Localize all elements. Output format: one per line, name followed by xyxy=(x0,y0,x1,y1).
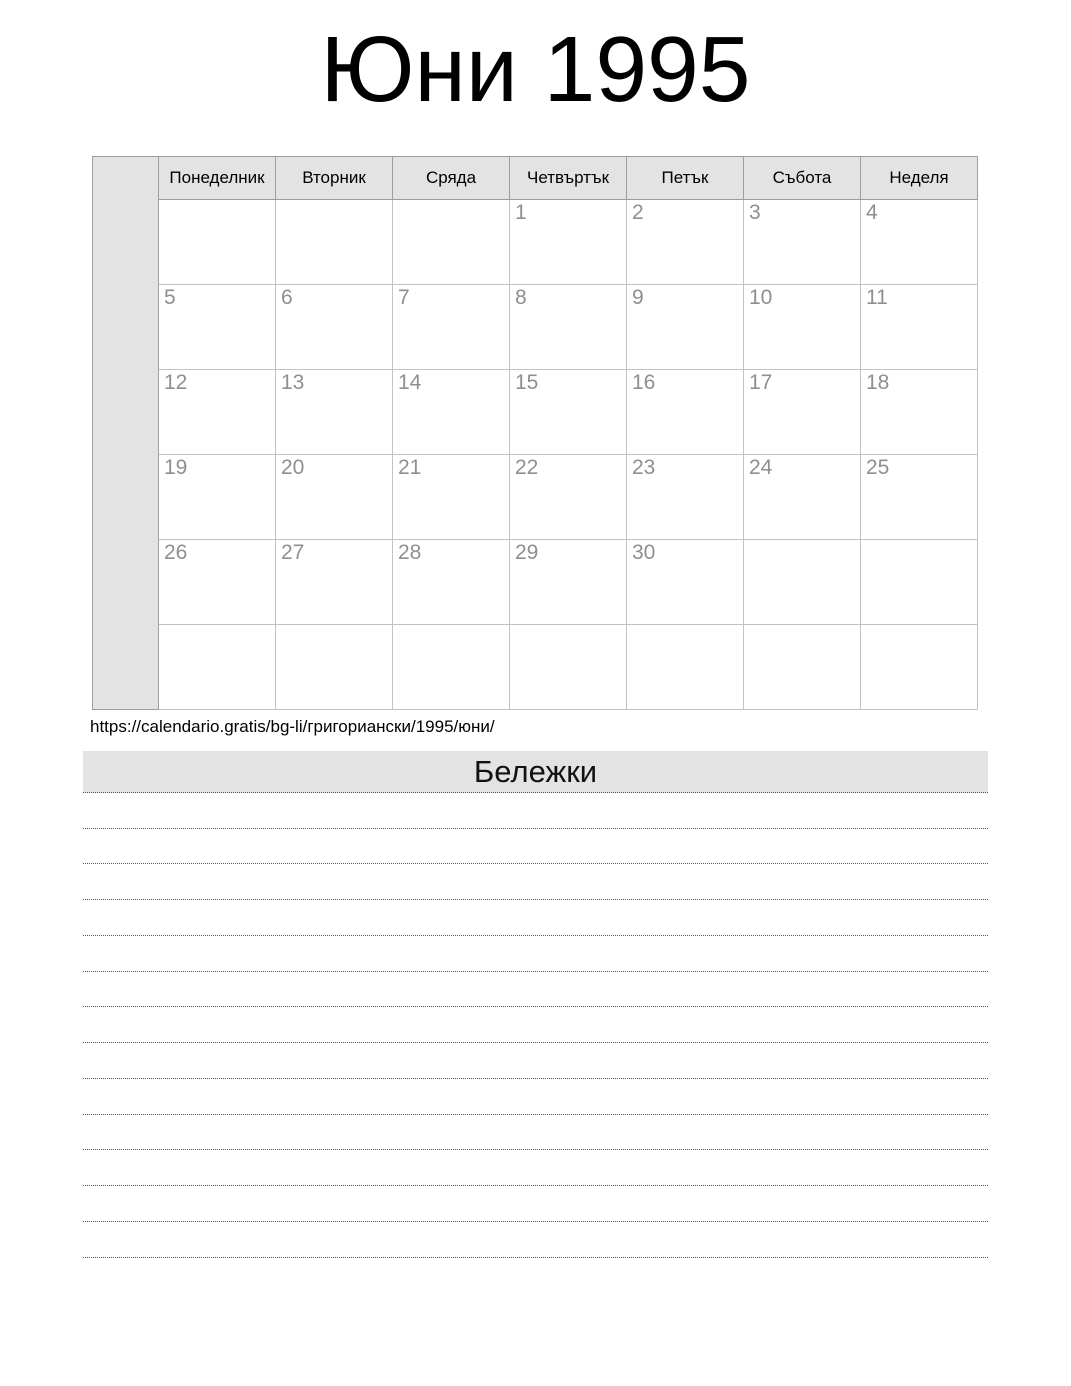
day-header-cell: Петък xyxy=(627,156,744,199)
calendar-empty-cell xyxy=(393,624,510,709)
notes-line xyxy=(83,900,988,936)
calendar-day-cell-29: 29 xyxy=(510,539,627,624)
calendar-day-cell-16: 16 xyxy=(627,369,744,454)
calendar-week-row xyxy=(93,454,978,539)
calendar-week-row xyxy=(93,284,978,369)
notes-line xyxy=(83,1079,988,1115)
notes-line xyxy=(83,829,988,865)
calendar-day-cell-3: 3 xyxy=(744,199,861,284)
calendar-week-row xyxy=(93,539,978,624)
notes-line xyxy=(83,972,988,1008)
notes-line xyxy=(83,864,988,900)
day-header-cell: Четвъртък xyxy=(510,156,627,199)
calendar-empty-cell xyxy=(159,199,276,284)
notes-line xyxy=(83,1186,988,1222)
notes-line xyxy=(83,1043,988,1079)
calendar-spacer-cell xyxy=(93,156,159,709)
day-header-cell: Сряда xyxy=(393,156,510,199)
notes-title: Бележки xyxy=(83,751,988,793)
calendar-day-cell-22: 22 xyxy=(510,454,627,539)
calendar-day-cell-7: 7 xyxy=(393,284,510,369)
page-title: Юни 1995 xyxy=(320,17,751,121)
calendar-day-cell-18: 18 xyxy=(861,369,978,454)
calendar-day-cell-19: 19 xyxy=(159,454,276,539)
calendar-empty-cell xyxy=(744,624,861,709)
day-header-cell: Неделя xyxy=(861,156,978,199)
calendar-day-cell-24: 24 xyxy=(744,454,861,539)
calendar-day-cell-11: 11 xyxy=(861,284,978,369)
notes-line xyxy=(83,793,988,829)
day-header-cell: Вторник xyxy=(276,156,393,199)
notes-lines xyxy=(83,793,988,1258)
calendar-week-row xyxy=(93,369,978,454)
notes-line xyxy=(83,1007,988,1043)
calendar-week-row xyxy=(93,624,978,709)
calendar-day-cell-6: 6 xyxy=(276,284,393,369)
calendar-day-cell-4: 4 xyxy=(861,199,978,284)
calendar-day-cell-20: 20 xyxy=(276,454,393,539)
day-header-cell: Понеделник xyxy=(159,156,276,199)
calendar-header-row xyxy=(93,156,978,199)
calendar-empty-cell xyxy=(159,624,276,709)
calendar-day-cell-23: 23 xyxy=(627,454,744,539)
calendar-day-cell-14: 14 xyxy=(393,369,510,454)
calendar-empty-cell xyxy=(276,199,393,284)
calendar-day-cell-25: 25 xyxy=(861,454,978,539)
calendar-week-row xyxy=(93,199,978,284)
calendar-day-cell-17: 17 xyxy=(744,369,861,454)
notes-line xyxy=(83,1115,988,1151)
notes-section xyxy=(83,751,988,1258)
calendar-day-cell-13: 13 xyxy=(276,369,393,454)
calendar-empty-cell xyxy=(510,624,627,709)
calendar-day-cell-15: 15 xyxy=(510,369,627,454)
calendar-empty-cell xyxy=(627,624,744,709)
calendar-empty-cell xyxy=(744,539,861,624)
calendar-day-cell-28: 28 xyxy=(393,539,510,624)
calendar-day-cell-27: 27 xyxy=(276,539,393,624)
calendar-day-cell-12: 12 xyxy=(159,369,276,454)
calendar-empty-cell xyxy=(393,199,510,284)
calendar-day-cell-10: 10 xyxy=(744,284,861,369)
calendar-day-cell-30: 30 xyxy=(627,539,744,624)
calendar-day-cell-21: 21 xyxy=(393,454,510,539)
calendar-page xyxy=(0,16,1071,1386)
notes-line xyxy=(83,936,988,972)
calendar-day-cell-5: 5 xyxy=(159,284,276,369)
calendar-day-cell-26: 26 xyxy=(159,539,276,624)
calendar-day-cell-1: 1 xyxy=(510,199,627,284)
notes-line xyxy=(83,1222,988,1258)
calendar-day-cell-2: 2 xyxy=(627,199,744,284)
source-url: https://calendario.gratis/bg-li/григориански/1995/юни/ xyxy=(90,716,495,736)
calendar-empty-cell xyxy=(861,539,978,624)
calendar-day-cell-9: 9 xyxy=(627,284,744,369)
day-header-cell: Събота xyxy=(744,156,861,199)
calendar-table xyxy=(92,156,978,710)
calendar-empty-cell xyxy=(861,624,978,709)
calendar-empty-cell xyxy=(276,624,393,709)
notes-line xyxy=(83,1150,988,1186)
calendar-day-cell-8: 8 xyxy=(510,284,627,369)
